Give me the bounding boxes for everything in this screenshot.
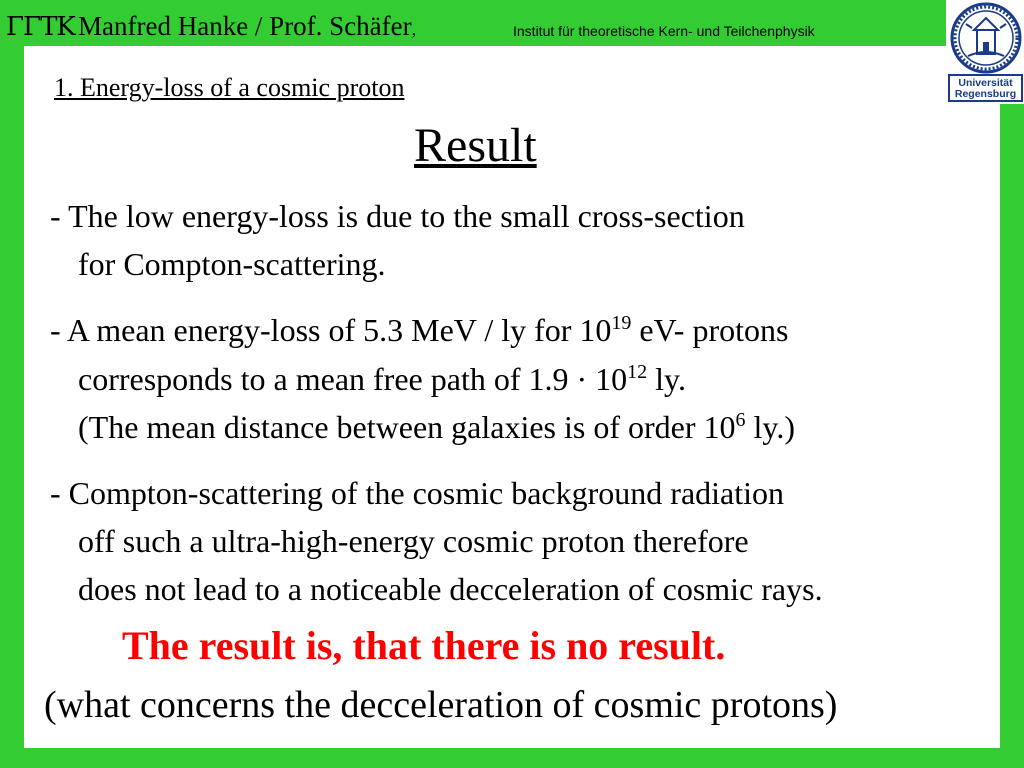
author-names: Manfred Hanke / Prof. Schäfer	[78, 11, 412, 41]
slide-title: Result	[414, 119, 537, 172]
bullet-2-line-1-exponent: 19	[611, 312, 632, 334]
authors	[78, 10, 416, 45]
bullet-2-line-1-text: - A mean energy-loss of 5.3 MeV / ly for 10	[50, 312, 612, 348]
frame-right	[1000, 0, 1024, 768]
bullet-2-line-3-exponent: 6	[735, 409, 746, 431]
bullet-2-line-3-tail: ly.)	[745, 409, 795, 445]
bullet-2-line-1-tail: eV- protons	[631, 312, 789, 348]
bullet-2-line-2-tail: ly.	[647, 361, 686, 397]
frame-bottom	[0, 748, 1024, 768]
university-name	[948, 74, 1023, 102]
bullet-2-line-3	[78, 408, 795, 446]
header-bar	[0, 0, 946, 46]
bullet-1-line-2: for Compton-scattering.	[78, 246, 386, 282]
frame-left	[0, 0, 24, 768]
bullet-3-line-2: off such a ultra-high-energy cosmic proton therefore	[78, 523, 749, 559]
bullet-2-line-2-text: corresponds to a mean free path of 1.9 · 10	[78, 361, 628, 397]
bullet-2-line-2	[78, 360, 686, 398]
conclusion-note: (what concerns the decceleration of cosmic protons)	[44, 684, 838, 726]
bullet-3-line-3: does not lead to a noticeable decceleration of cosmic rays.	[78, 571, 823, 607]
bullet-2-line-3-text: (The mean distance between galaxies is of order 10	[78, 409, 736, 445]
university-name-line2: Regensburg	[954, 88, 1017, 100]
institute-name: Institut für theoretische Kern- und Teilchenphysik	[513, 23, 815, 39]
university-name-line1: Universität	[958, 77, 1013, 89]
bullet-3-line-1: - Compton-scattering of the cosmic background radiation	[50, 475, 785, 511]
institute-logo: ΓΓΤΚ	[6, 12, 75, 42]
author-separator: ,	[411, 19, 417, 39]
university-seal-icon	[950, 2, 1022, 74]
bullet-2-line-2-exponent: 12	[627, 361, 648, 383]
bullet-1-line-1: - The low energy-loss is due to the small cross-section	[50, 198, 745, 234]
section-title: 1. Energy-loss of a cosmic proton	[54, 73, 405, 102]
bullet-2-line-1	[50, 311, 788, 349]
conclusion-highlight: The result is, that there is no result.	[122, 623, 726, 668]
